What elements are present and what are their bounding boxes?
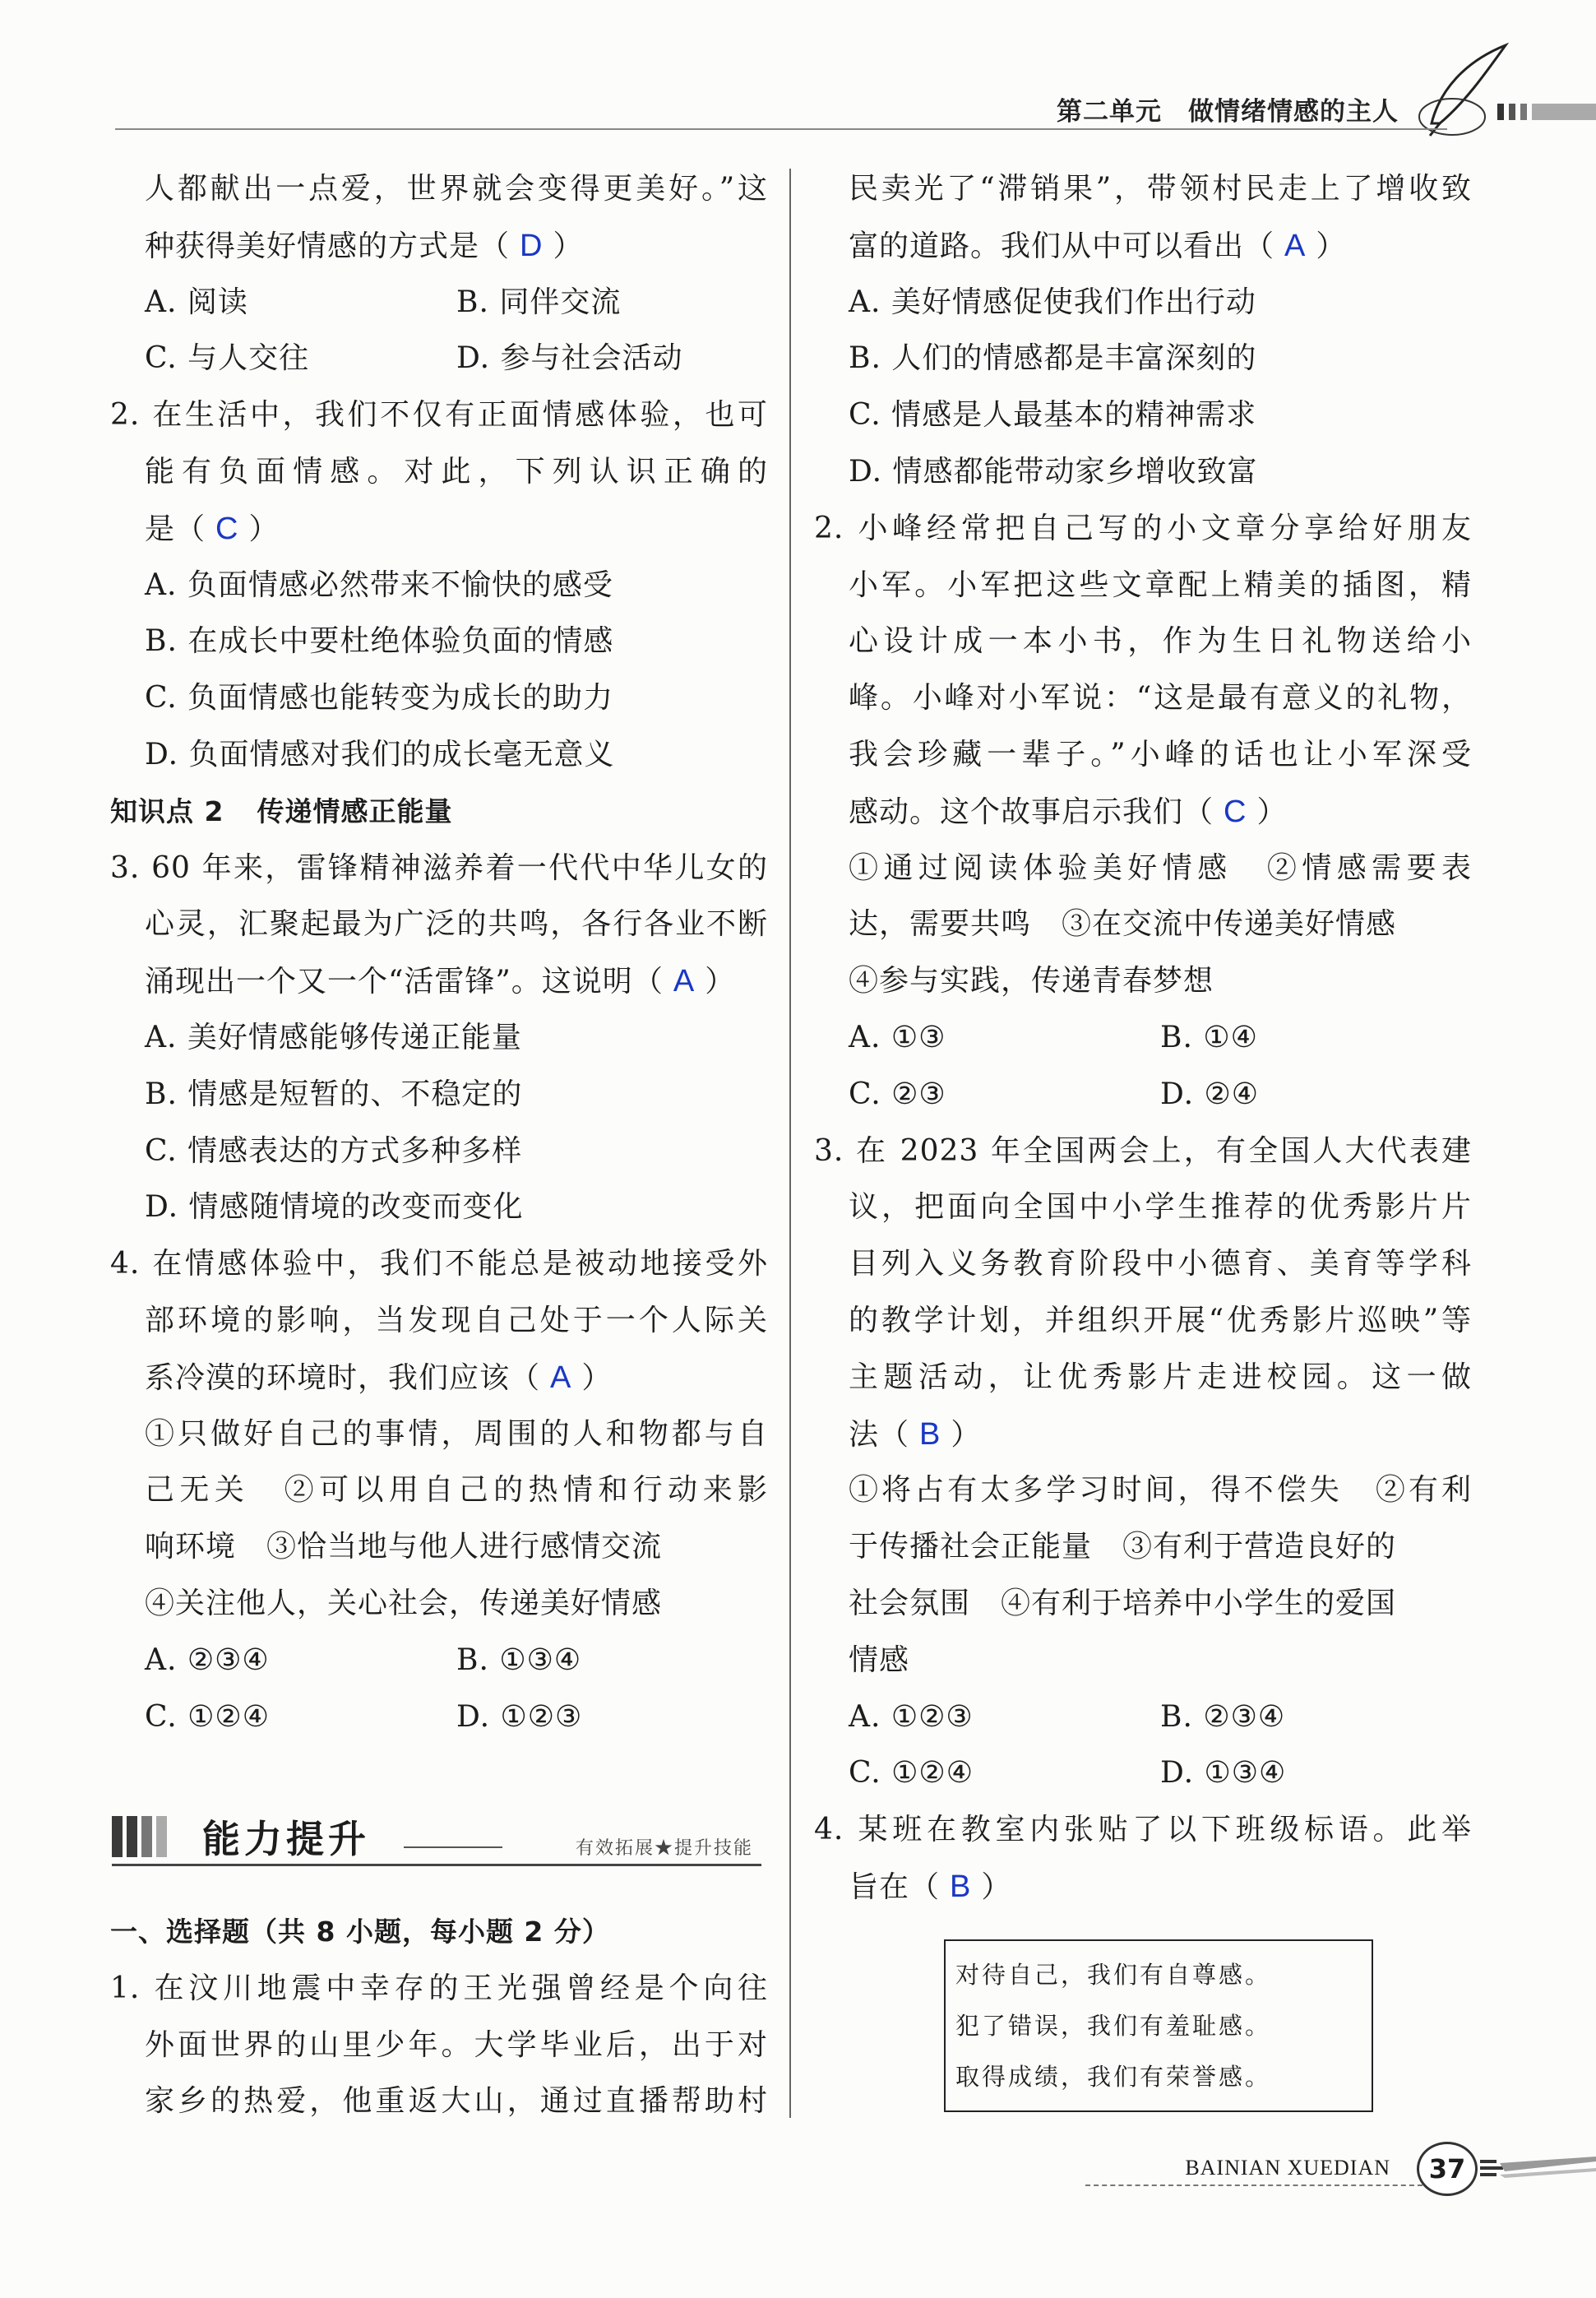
section-heading: 一、选择题（共 8 小题，每小题 2 分）: [110, 1916, 610, 1948]
quill-pen-icon: [1415, 41, 1522, 140]
speed-lines-icon: [1480, 2153, 1596, 2186]
banner-blocks-icon: [112, 1816, 171, 1860]
option-c: C. 情感表达的方式多种多样: [145, 1133, 523, 1168]
option-c: C. ①②④: [849, 1756, 974, 1791]
ability-banner: [112, 1809, 761, 1867]
practice-2-line: 2. 小峰经常把自己写的小文章分享给好朋友: [814, 511, 1472, 545]
question-4-line: 4. 在情感体验中，我们不能总是被动地接受外: [110, 1247, 768, 1281]
option-d: D. ②④: [1160, 1077, 1260, 1111]
option-a: A. 美好情感促使我们作出行动: [849, 285, 1256, 319]
banner-subtitle: 有效拓展★提升技能: [575, 1838, 753, 1859]
banner-title: 能力提升: [202, 1817, 370, 1861]
option-row: [110, 331, 768, 387]
option-row: [110, 1689, 768, 1746]
option-row: [110, 1633, 768, 1689]
slogan-line: 取得成绩，我们有荣誉感。: [955, 2063, 1272, 2091]
right-column: [814, 161, 1472, 1916]
option-d: D. 负面情感对我们的成长毫无意义: [145, 737, 615, 771]
option-c: C. 情感是人最基本的精神需求: [849, 398, 1257, 433]
statement-line: ④参与实践，传递青春梦想: [849, 964, 1214, 998]
option-row: [814, 1010, 1472, 1067]
header-bars-decoration: [1497, 99, 1596, 125]
statement-line: 响环境 ③恰当地与他人进行感情交流: [145, 1530, 663, 1564]
statement-line: ④关注他人，关心社会，传递美好情感: [145, 1586, 663, 1620]
practice-2-line: 感动。这个故事启示我们（ C ）: [849, 794, 1288, 829]
option-a: A. ②③④: [145, 1642, 270, 1677]
statement-line: ①将占有太多学习时间，得不偿失 ②有利: [849, 1473, 1472, 1508]
answer-mark: C: [1224, 794, 1247, 829]
practice-1-line: 家乡的热爱，他重返大山，通过直播帮助村: [145, 2084, 768, 2119]
question-3-line: 3. 60 年来，雷锋精神滋养着一代代中华儿女的: [110, 850, 768, 885]
slogan-line: 犯了错误，我们有羞耻感。: [955, 2012, 1272, 2040]
answer-mark: B: [950, 1869, 972, 1904]
option-b: B. 在成长中要杜绝体验负面的情感: [145, 624, 614, 659]
practice-3-line: 目列入义务教育阶段中小德育、美育等学科: [849, 1247, 1472, 1281]
option-row: [814, 1067, 1472, 1124]
practice-1-line: 1. 在汶川地震中幸存的王光强曾经是个向往: [110, 1971, 768, 2005]
answer-mark: A: [673, 964, 696, 999]
practice-2-line: 心设计成一本小书，作为生日礼物送给小: [849, 624, 1472, 659]
banner-rule: [404, 1846, 502, 1848]
practice-2-line: 峰。小峰对小军说：“这是最有意义的礼物，: [849, 681, 1472, 716]
option-a: A. ①③: [849, 1020, 946, 1054]
question-2-line: 是（ C ）: [145, 511, 280, 546]
option-d: D. 情感随情境的改变而变化: [145, 1190, 524, 1225]
option-c: C. ②③: [849, 1077, 946, 1111]
class-slogan-box: [944, 1939, 1373, 2112]
option-b: B. ①③④: [456, 1642, 582, 1677]
practice-1-line: 富的道路。我们从中可以看出（ A ）: [849, 228, 1347, 263]
left-column: [110, 161, 768, 1745]
question-3-line: 心灵，汇聚起最为广泛的共鸣，各行各业不断: [145, 907, 768, 942]
question-4-line: 部环境的影响，当发现自己处于一个人际关: [145, 1303, 768, 1337]
option-a: A. 阅读: [145, 285, 248, 319]
statement-line: 己无关 ②可以用自己的热情和行动来影: [145, 1473, 768, 1508]
unit-title: 第二单元 做情绪情感的主人: [1057, 97, 1399, 127]
text-line: 人都献出一点爱，世界就会变得更美好。”这: [145, 172, 768, 206]
option-c: C. 与人交往: [145, 341, 310, 376]
option-a: A. 美好情感能够传递正能量: [145, 1020, 522, 1054]
slogan-line: 对待自己，我们有自尊感。: [955, 1961, 1272, 1989]
practice-2-line: 小军。小军把这些文章配上精美的插图，精: [849, 568, 1472, 602]
option-row: [814, 1689, 1472, 1746]
option-a: A. ①②③: [849, 1699, 974, 1734]
practice-1-line: 外面世界的山里少年。大学毕业后，出于对: [145, 2027, 768, 2062]
left-bottom-block: [110, 1904, 768, 2130]
practice-3-line: 议，把面向全国中小学生推荐的优秀影片片: [849, 1190, 1472, 1225]
answer-mark: B: [919, 1416, 941, 1452]
page-number: 37: [1417, 2142, 1478, 2196]
statement-line: ①只做好自己的事情，周围的人和物都与自: [145, 1416, 768, 1451]
answer-mark: A: [550, 1360, 572, 1395]
statement-line: 情感: [849, 1642, 910, 1677]
question-4-line: 系冷漠的环境时，我们应该（ A ）: [145, 1360, 613, 1395]
practice-2-line: 我会珍藏一辈子。”小峰的话也让小军深受: [849, 737, 1472, 771]
practice-4-line: 4. 某班在教室内张贴了以下班级标语。此举: [814, 1813, 1472, 1847]
option-b: B. ①④: [1160, 1020, 1258, 1054]
option-d: D. ①②③: [456, 1699, 583, 1734]
practice-3-line: 法（ B ）: [849, 1416, 982, 1452]
question-3-line: 涌现出一个又一个“活雷锋”。这说明（ A ）: [145, 964, 736, 999]
option-c: C. ①②④: [145, 1699, 270, 1734]
statement-line: 社会氛围 ④有利于培养中小学生的爱国: [849, 1586, 1397, 1620]
footer-brand: BAINIAN XUEDIAN: [1185, 2156, 1390, 2180]
option-d: D. ①③④: [1160, 1756, 1287, 1791]
option-row: [814, 1745, 1472, 1802]
answer-mark: A: [1284, 228, 1307, 263]
practice-3-line: 主题活动，让优秀影片走进校园。这一做: [849, 1360, 1472, 1394]
option-d: D. 情感都能带动家乡增收致富: [849, 454, 1258, 489]
answer-mark: C: [215, 511, 239, 546]
statement-line: ①通过阅读体验美好情感 ②情感需要表: [849, 850, 1472, 885]
option-b: B. ②③④: [1160, 1699, 1286, 1734]
question-stem-line: 种获得美好情感的方式是（ D ）: [145, 228, 584, 263]
option-b: B. 人们的情感都是丰富深刻的: [849, 341, 1257, 376]
practice-3-line: 3. 在 2023 年全国两会上，有全国人大代表建: [814, 1133, 1472, 1168]
column-divider: [789, 169, 791, 2118]
statement-line: 达，需要共鸣 ③在交流中传递美好情感: [849, 907, 1397, 942]
practice-3-line: 的教学计划，并组织开展“优秀影片巡映”等: [849, 1303, 1472, 1337]
option-c: C. 负面情感也能转变为成长的助力: [145, 681, 614, 716]
question-2-line: 能有负面情感。对此，下列认识正确的: [145, 454, 768, 489]
statement-line: 于传播社会正能量 ③有利于营造良好的: [849, 1530, 1397, 1564]
header-rule: [115, 128, 1447, 130]
option-d: D. 参与社会活动: [456, 341, 683, 376]
answer-mark: D: [520, 228, 544, 263]
option-row: [110, 275, 768, 331]
practice-1-line: 民卖光了“滞销果”，带领村民走上了增收致: [849, 172, 1472, 206]
question-2-line: 2. 在生活中，我们不仅有正面情感体验，也可: [110, 398, 768, 433]
knowledge-point-heading: 知识点 2 传递情感正能量: [110, 795, 453, 827]
option-b: B. 情感是短暂的、不稳定的: [145, 1077, 523, 1111]
option-a: A. 负面情感必然带来不愉快的感受: [145, 568, 613, 602]
option-b: B. 同伴交流: [456, 285, 622, 319]
practice-4-line: 旨在（ B ）: [849, 1869, 1012, 1904]
footer-dashed-rule: [1085, 2184, 1423, 2186]
banner-underline: [112, 1864, 761, 1866]
